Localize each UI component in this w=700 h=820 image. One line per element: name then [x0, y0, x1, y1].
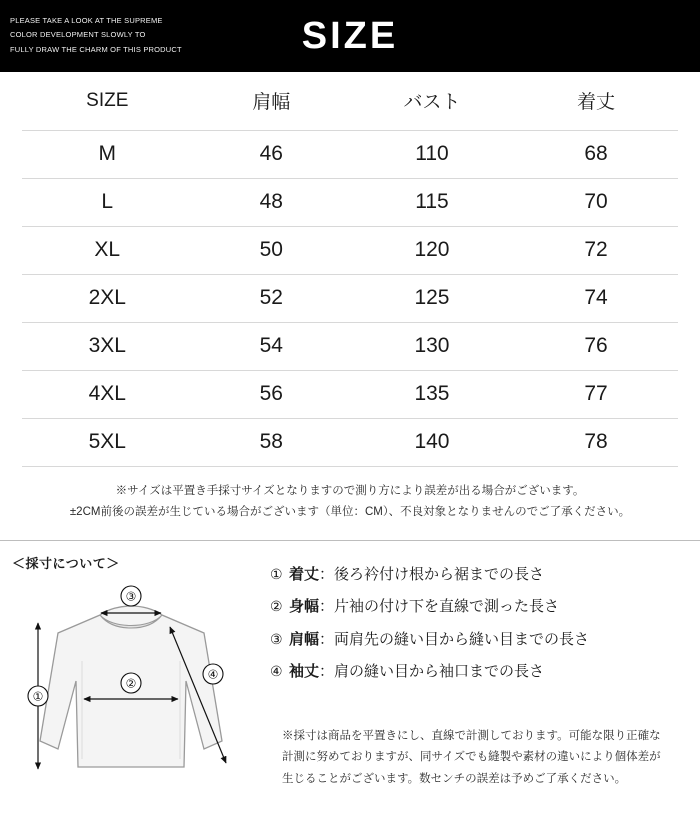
column-header-length: 着丈 [514, 72, 678, 130]
cell-length: 70 [514, 178, 678, 226]
column-header-size: SIZE [22, 72, 193, 130]
definition-term-4: 袖丈 [289, 662, 320, 680]
cell-size: 4XL [22, 370, 193, 418]
definition-row-sleeve [270, 660, 690, 683]
cell-shoulder: 46 [193, 130, 350, 178]
size-note-line-2: ±2CM前後の誤差が生じている場合がございます（単位：CM）、不良対象となりませんのでご了承ください。 [69, 506, 631, 519]
cell-shoulder: 52 [193, 274, 350, 322]
cell-size: L [22, 178, 193, 226]
definition-number-2: ② [270, 598, 283, 615]
table-row [22, 370, 678, 418]
cell-length: 76 [514, 322, 678, 370]
page-title: SIZE [301, 14, 399, 57]
size-table-container [0, 72, 700, 467]
definition-number-3: ③ [270, 630, 283, 647]
cell-shoulder: 58 [193, 418, 350, 466]
definition-text-1: ：後ろ衿付け根から裾までの長さ [319, 566, 545, 584]
svg-text:①: ① [32, 689, 44, 704]
definition-term-2: 身幅 [289, 598, 320, 616]
cell-length: 78 [514, 418, 678, 466]
table-row [22, 322, 678, 370]
size-header-banner [0, 0, 700, 72]
cell-shoulder: 54 [193, 322, 350, 370]
size-table [22, 72, 678, 467]
svg-text:④: ④ [207, 667, 219, 682]
footnote-line-3: 生じることがございます。数センチの誤差は予めご了承ください。 [282, 772, 627, 785]
cell-bust: 115 [350, 178, 514, 226]
cell-bust: 135 [350, 370, 514, 418]
definition-term-1: 着丈 [289, 566, 320, 584]
measurement-section [0, 541, 700, 806]
section-divider [0, 524, 700, 541]
header-note-line-1: PLEASE TAKE A LOOK AT THE SUPREME [10, 16, 163, 25]
cell-bust: 130 [350, 322, 514, 370]
garment-measurement-diagram [8, 571, 263, 796]
cell-bust: 110 [350, 130, 514, 178]
table-row [22, 178, 678, 226]
definition-row-length [270, 563, 690, 586]
table-row [22, 418, 678, 466]
cell-size: XL [22, 226, 193, 274]
definition-row-bodywidth [270, 595, 690, 618]
size-note-line-1: ※サイズは平置き手採寸サイズとなりますので測り方により誤差が出る場合がございます。 [115, 484, 585, 497]
header-note-line-3: FULLY DRAW THE CHARM OF THIS PRODUCT [10, 44, 182, 54]
cell-length: 68 [514, 130, 678, 178]
cell-size: 5XL [22, 418, 193, 466]
table-row [22, 274, 678, 322]
measurement-title: ＜採寸について＞ [12, 556, 120, 572]
cell-size: 3XL [22, 322, 193, 370]
cell-size: 2XL [22, 274, 193, 322]
size-table-notes [0, 467, 700, 525]
cell-shoulder: 56 [193, 370, 350, 418]
measurement-footnote [282, 726, 686, 790]
definition-number-1: ① [270, 566, 283, 583]
measurement-definitions [270, 563, 690, 692]
cell-length: 74 [514, 274, 678, 322]
table-header-row [22, 72, 678, 130]
definition-text-4: ：肩の縫い目から袖口までの長さ [319, 662, 545, 680]
definition-number-4: ④ [270, 662, 283, 679]
cell-bust: 140 [350, 418, 514, 466]
svg-text:②: ② [125, 676, 137, 691]
header-note-line-2: COLOR DEVELOPMENT SLOWLY TO [10, 30, 146, 40]
column-header-bust: バスト [350, 72, 514, 130]
cell-bust: 125 [350, 274, 514, 322]
definition-row-shoulder [270, 628, 690, 651]
definition-text-2: ：片袖の付け下を直線で測った長さ [319, 598, 560, 616]
cell-shoulder: 50 [193, 226, 350, 274]
table-row [22, 130, 678, 178]
column-header-shoulder: 肩幅 [193, 72, 350, 130]
cell-length: 77 [514, 370, 678, 418]
footnote-line-1: ※採寸は商品を平置きにし、直線で計測しております。可能な限り正確な [282, 730, 661, 743]
cell-bust: 120 [350, 226, 514, 274]
table-row [22, 226, 678, 274]
svg-text:③: ③ [125, 589, 137, 604]
cell-size: M [22, 130, 193, 178]
definition-term-3: 肩幅 [289, 630, 320, 648]
definition-text-3: ：両肩先の縫い目から縫い目までの長さ [319, 630, 590, 648]
cell-shoulder: 48 [193, 178, 350, 226]
footnote-line-2: 計測に努めておりますが、同サイズでも縫製や素材の違いにより個体差が [282, 751, 661, 764]
cell-length: 72 [514, 226, 678, 274]
